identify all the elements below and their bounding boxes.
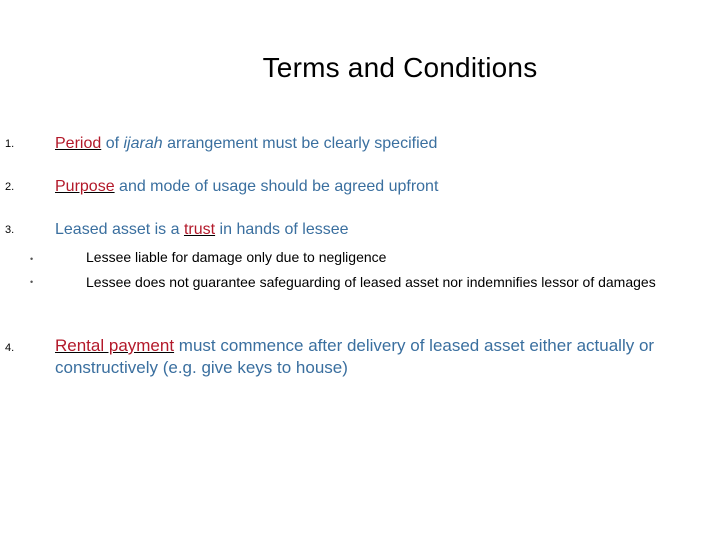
item-text: Leased asset is a — [55, 221, 184, 238]
item-text: arrangement must be clearly specified — [162, 135, 438, 152]
item-italic-ijarah: ijarah — [123, 135, 163, 152]
bullet-icon: • — [30, 254, 34, 264]
item-number-3: 3. — [5, 224, 15, 236]
item-number-1: 1. — [5, 138, 15, 150]
list-item-trust — [55, 219, 349, 240]
item-number-4: 4. — [5, 342, 15, 354]
highlight-purpose: Purpose — [55, 178, 115, 195]
item-text: must commence after delivery of leased asset either actually or constructively (e.g. give keys to house) — [55, 336, 655, 377]
list-item-purpose — [55, 176, 438, 197]
highlight-period: Period — [55, 135, 102, 152]
highlight-rental-payment: Rental payment — [55, 336, 175, 355]
list-item-period — [55, 133, 437, 154]
highlight-trust: trust — [183, 221, 216, 238]
item-text: of — [101, 135, 124, 152]
item-text: in hands of lessee — [215, 221, 349, 238]
slide-title: Terms and Conditions — [262, 52, 538, 83]
item-text: and mode of usage should be agreed upfront — [114, 178, 439, 195]
bullet-icon: • — [30, 277, 34, 287]
item-number-2: 2. — [5, 181, 15, 193]
list-item-rental-payment — [55, 335, 705, 379]
subitem-negligence: Lessee liable for damage only due to negligence — [86, 249, 387, 265]
subitem-safeguarding: Lessee does not guarantee safeguarding of leased asset nor indemnifies lessor of damages — [86, 274, 656, 290]
